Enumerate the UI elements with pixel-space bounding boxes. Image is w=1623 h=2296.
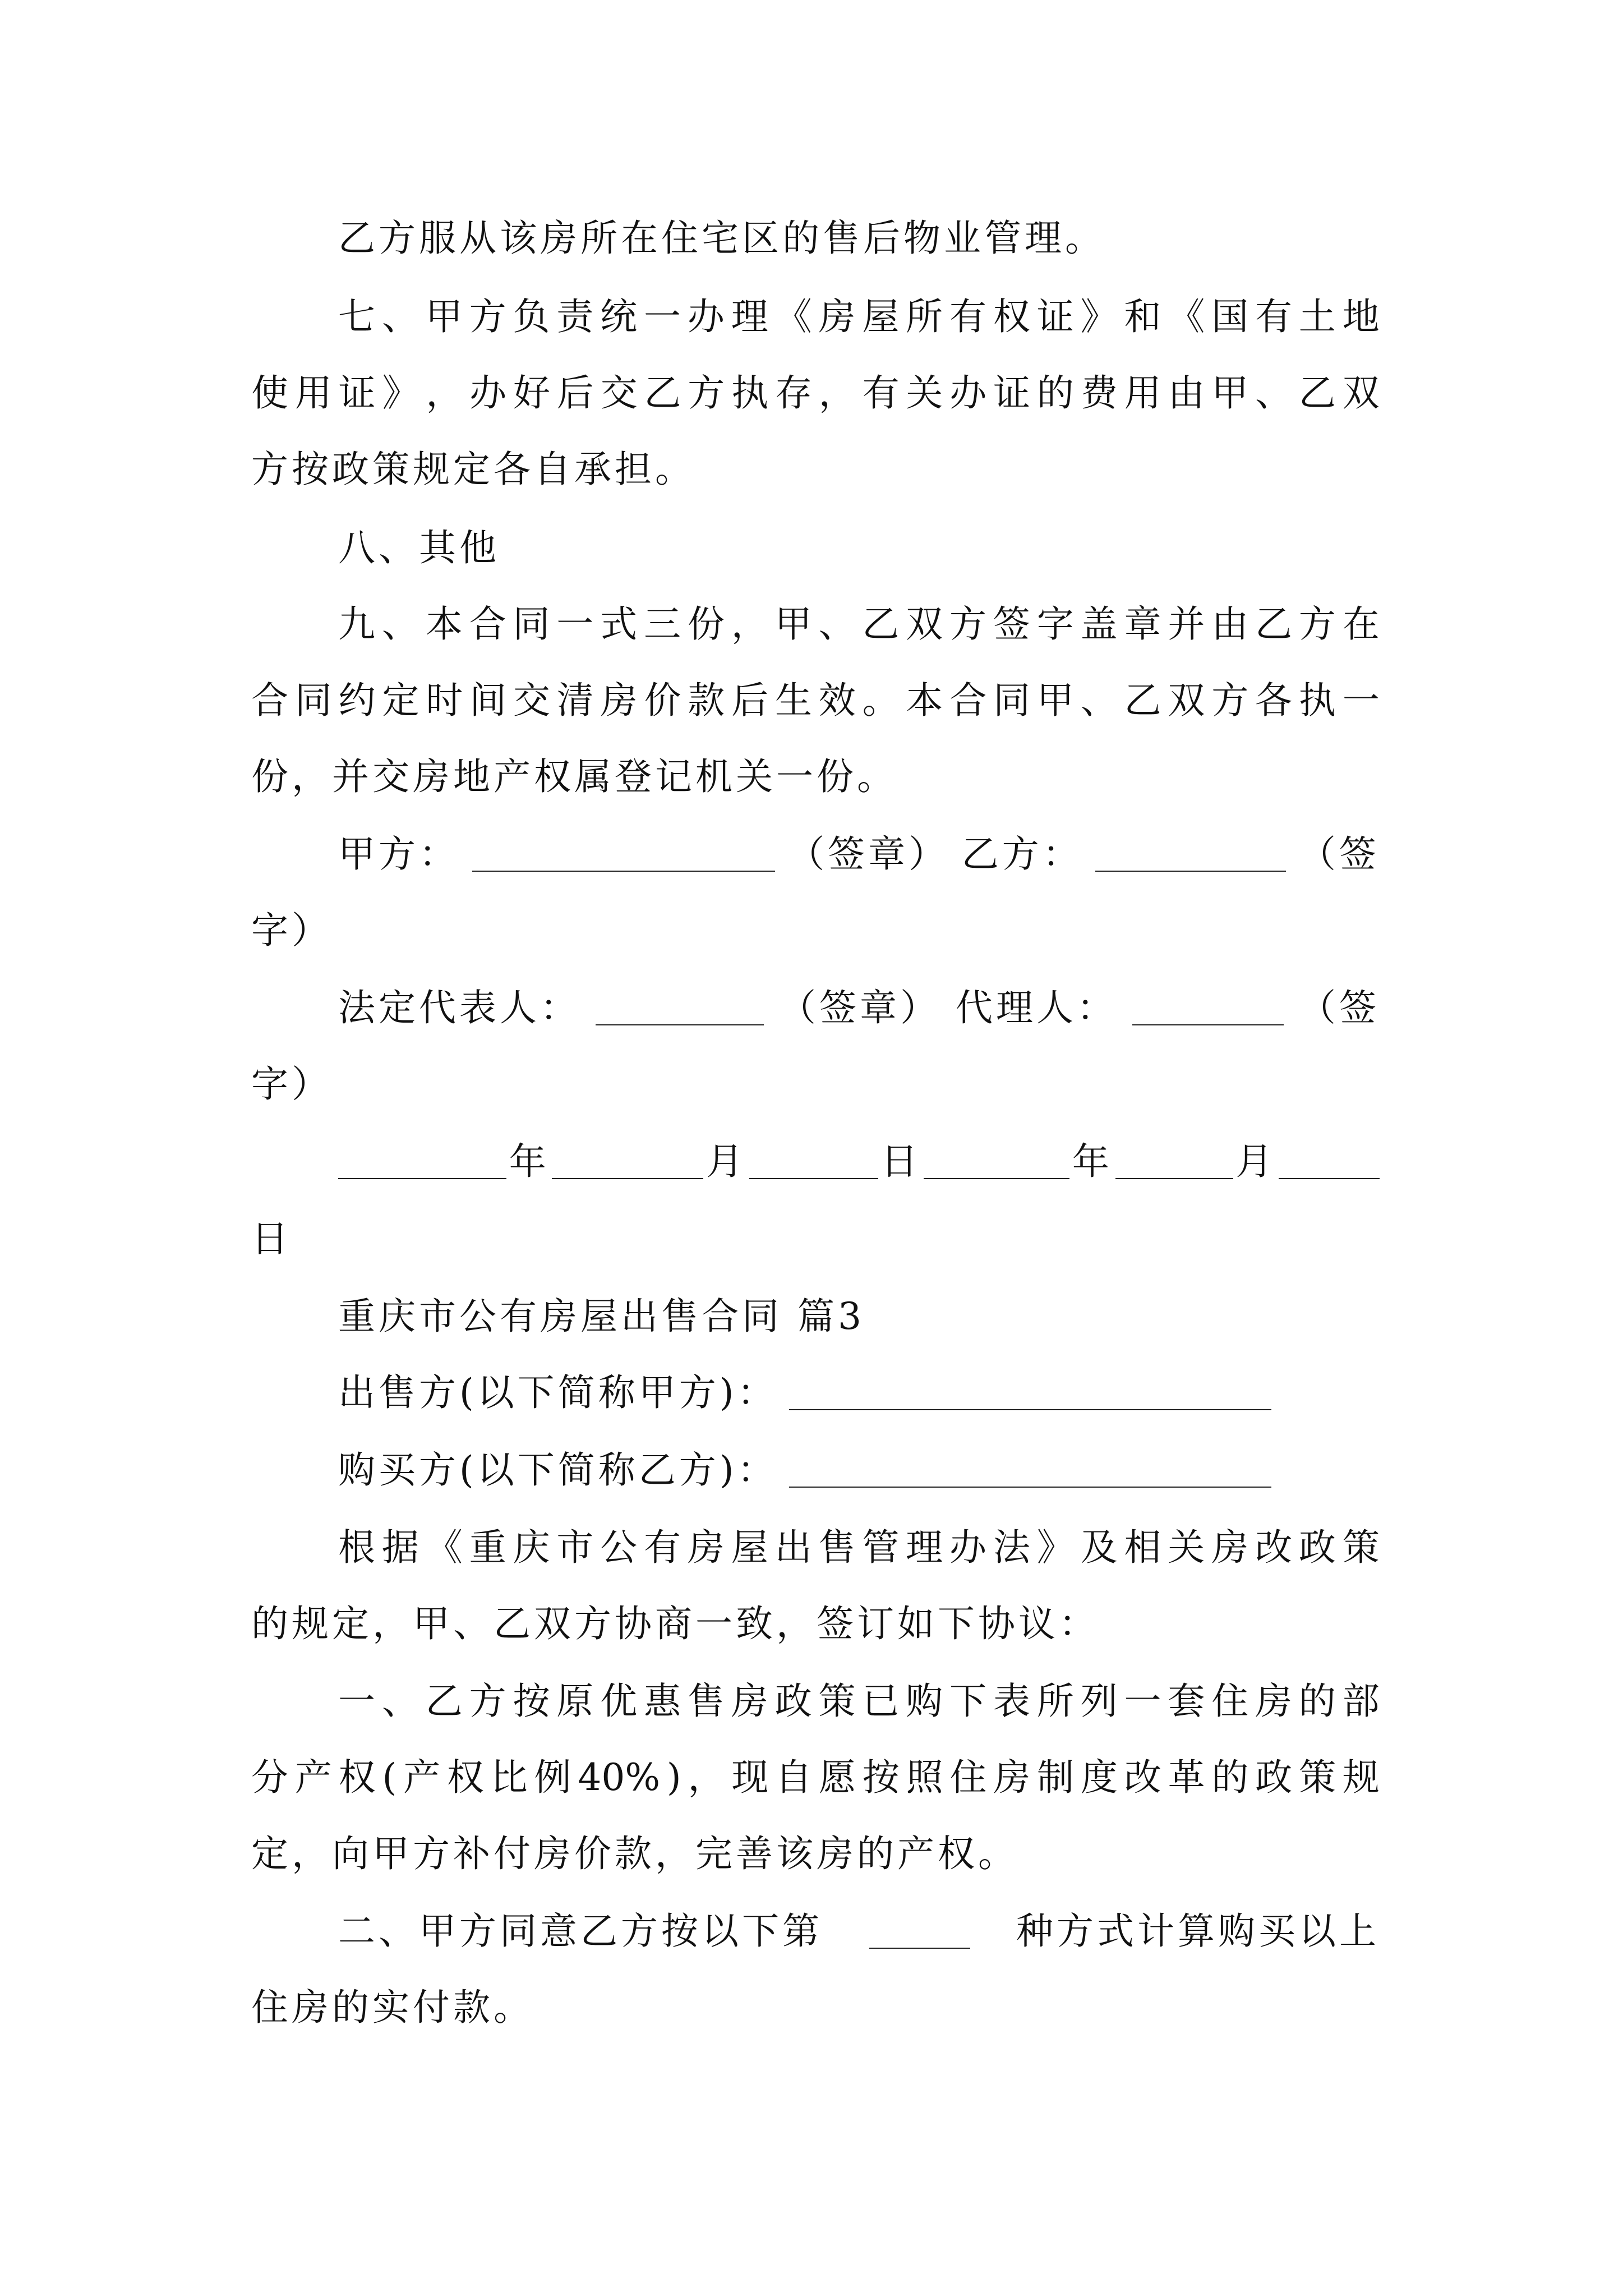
clause-9-line-3: 份，并交房地产权属登记机关一份。 bbox=[251, 755, 897, 798]
date-row bbox=[338, 1137, 1380, 1187]
seller-row bbox=[338, 1368, 1271, 1418]
clause-2-text-a: 二、甲方同意乙方按以下第 bbox=[338, 1910, 823, 1953]
clause-9-line-1: 九 、 本 合 同 一 式 三 份 ， 甲 、 乙 双 方 签 字 盖 章 并 由 乙 方 在 bbox=[338, 602, 1380, 646]
date-year-label-b: 年 bbox=[1072, 1140, 1113, 1183]
section-3-clause-1-line-3: 定，向甲方补付房价款，完善该房的产权。 bbox=[251, 1832, 1018, 1875]
section-3-clause-2-line-2: 住房的实付款。 bbox=[251, 1986, 534, 2029]
date-day-blank-b bbox=[1279, 1144, 1380, 1179]
clause-7-line-1: 七 、 甲 方 负 责 统 一 办 理 《 房 屋 所 有 权 证 》 和 《 国 有 土 地 bbox=[338, 295, 1380, 338]
party-b-label: 乙方： bbox=[961, 832, 1083, 876]
signature-row-representative bbox=[338, 983, 1380, 1033]
agent-sign-label-open: （签 bbox=[1299, 986, 1380, 1029]
date-day-label-b: 日 bbox=[251, 1217, 292, 1260]
buyer-row bbox=[338, 1445, 1271, 1496]
buyer-label: 购买方(以下简称乙方)： bbox=[338, 1448, 778, 1492]
legal-representative-blank bbox=[596, 991, 764, 1025]
clause-7-line-3: 方按政策规定各自承担。 bbox=[251, 448, 695, 491]
clause-2-method-blank bbox=[869, 1914, 970, 1949]
date-month-blank-a bbox=[552, 1144, 703, 1179]
party-b-signature-blank bbox=[1095, 837, 1286, 872]
section-3-title: 重庆市公有房屋出售合同 篇3 bbox=[338, 1295, 865, 1338]
buyer-name-blank bbox=[789, 1453, 1271, 1488]
signature-row-party bbox=[338, 829, 1380, 880]
intro-line-2: 的规定，甲、乙双方协商一致，签订如下协议： bbox=[251, 1602, 1099, 1645]
party-a-seal-label: （签章） bbox=[787, 832, 949, 876]
agent-blank bbox=[1132, 991, 1284, 1025]
party-b-sign-label-close: 字） bbox=[251, 909, 332, 952]
legal-representative-seal-label: （签章） bbox=[779, 986, 940, 1029]
section-3-clause-2-line-1 bbox=[338, 1906, 1380, 1957]
date-month-label-b: 月 bbox=[1235, 1140, 1276, 1183]
section-3-clause-1-line-2: 分 产 权 ( 产 权 比 例 40% ) ， 现 自 愿 按 照 住 房 制 度 改 革 的 政 策 规 bbox=[251, 1756, 1380, 1799]
date-day-label-a: 日 bbox=[880, 1140, 921, 1183]
date-year-blank-a bbox=[338, 1144, 506, 1179]
date-year-label-a: 年 bbox=[509, 1140, 550, 1183]
date-year-blank-b bbox=[924, 1144, 1069, 1179]
party-b-sign-label-open: （签 bbox=[1298, 832, 1380, 876]
date-day-blank-a bbox=[749, 1144, 878, 1179]
section-3-clause-1-line-1: 一 、 乙 方 按 原 优 惠 售 房 政 策 已 购 下 表 所 列 一 套 住 房 的 部 bbox=[338, 1680, 1380, 1723]
legal-representative-label: 法定代表人： bbox=[338, 986, 580, 1029]
seller-name-blank bbox=[789, 1375, 1271, 1410]
date-month-blank-b bbox=[1115, 1144, 1233, 1179]
seller-label: 出售方(以下简称甲方)： bbox=[338, 1371, 778, 1414]
clause-7-line-2: 使 用 证 》 ， 办 好 后 交 乙 方 执 存 ， 有 关 办 证 的 费 用 由 甲 、 乙 双 bbox=[251, 371, 1380, 415]
clause-9-line-2: 合 同 约 定 时 间 交 清 房 价 款 后 生 效 。 本 合 同 甲 、 乙 双 方 各 执 一 bbox=[251, 679, 1380, 722]
paragraph-property-management: 乙方服从该房所在住宅区的售后物业管理。 bbox=[338, 217, 1105, 260]
party-a-signature-blank bbox=[472, 837, 775, 872]
date-month-label-a: 月 bbox=[706, 1140, 747, 1183]
clause-8: 八、其他 bbox=[338, 526, 500, 569]
clause-2-text-b: 种方式计算购买以上 bbox=[1016, 1910, 1380, 1953]
intro-line-1: 根 据 《 重 庆 市 公 有 房 屋 出 售 管 理 办 法 》 及 相 关 房 改 政 策 bbox=[338, 1526, 1380, 1569]
party-a-label: 甲方： bbox=[338, 832, 459, 876]
agent-label: 代理人： bbox=[956, 986, 1117, 1029]
agent-sign-label-close: 字） bbox=[251, 1062, 332, 1106]
